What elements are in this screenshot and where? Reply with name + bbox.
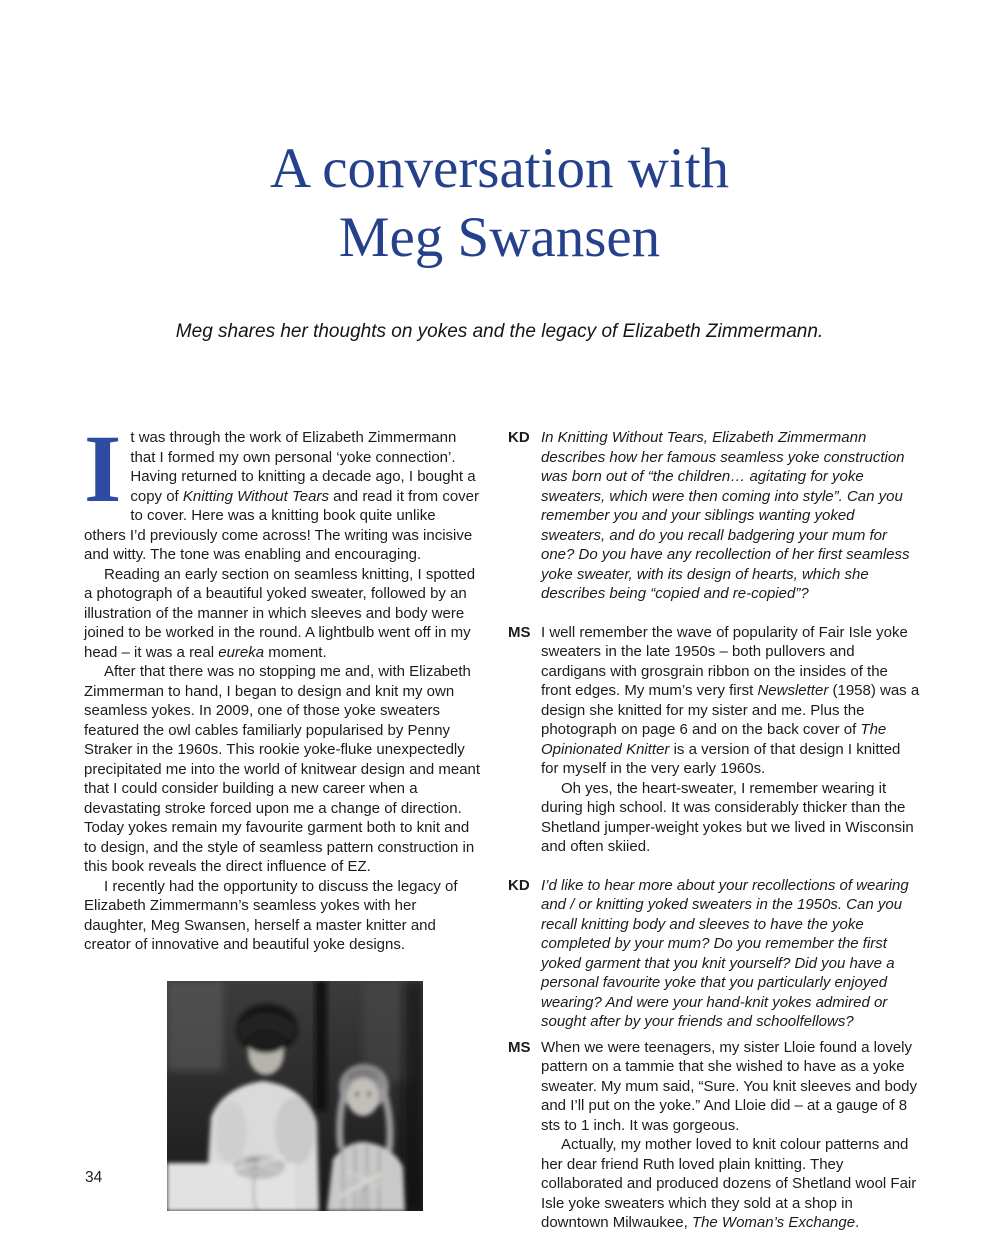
- qa-text: [541, 876, 921, 1032]
- text-segment: t was through the work of Elizabeth Zimmermann that I formed my own personal ‘yoke connection’. Having returned to knitting a decade ago, I bought a copy of: [130, 429, 476, 505]
- right-blocks: [508, 428, 921, 1233]
- qa-block: [508, 876, 921, 1032]
- paragraph: [84, 662, 481, 877]
- text-segment: The Opinionated Knitter: [541, 721, 887, 758]
- paragraph: [84, 415, 481, 565]
- paragraph: [541, 1135, 921, 1233]
- text-columns: [84, 415, 921, 1233]
- paragraph: [541, 779, 921, 857]
- text-segment: and read it from cover to cover. Here was a knitting book quite unlike others I’d previously come across! The writing was incisive and witty. The tone was enabling and encouraging.: [84, 487, 480, 563]
- text-segment: After that there was no stopping me and, with Elizabeth Zimmerman to hand, I began to design and knit my own seamless yokes. In 2009, one of those yoke sweaters featured the owl cables familiarly popularised by Penny Straker in the 1960s. This rookie yoke-fluke unexpectedly precipitated me into the world of knitwear design and meant that I could consider building a new career when a devastating stroke forced upon me a change of direction. Today yokes remain my favourite garment both to knit and to design, and the style of seamless pattern construction in this book reveals the direct influence of EZ.: [84, 663, 481, 875]
- qa-text: [541, 1038, 921, 1233]
- page-title-line-1: A conversation with: [269, 137, 730, 200]
- text-segment: I well remember the wave of popularity of Fair Isle yoke sweaters in the late 1950s – both pullovers and cardigans with grosgrain ribbon on the insides of the front edges. My mum’s very first: [541, 623, 908, 699]
- left-paragraphs: [84, 415, 481, 955]
- speaker-label: KD: [508, 876, 530, 894]
- left-column: [84, 415, 481, 1233]
- standfirst: Meg shares her thoughts on yokes and the legacy of Elizabeth Zimmermann.: [175, 321, 824, 342]
- paragraph: [84, 877, 481, 955]
- text-segment: I’d like to hear more about your recollections of wearing and / or knitting yoked sweaters in the 1950s. Can you recall knitting body and sleeves to have the yoke completed by your mum? Do you remember the first yoked garment that you knit yourself? Did you have a personal favourite yoke that you particularly enjoyed wearing? And were your hand-knit yokes admired or sought after by your friends and schoolfellows?: [541, 876, 909, 1030]
- qa-block: [508, 623, 921, 857]
- text-segment: eureka: [218, 643, 265, 661]
- text-segment: moment.: [264, 643, 327, 661]
- paragraph: [84, 565, 481, 663]
- qa-block: [508, 1038, 921, 1233]
- text-segment: is a version of that design I knitted for myself in the very early 1960s.: [541, 740, 901, 777]
- text-segment: I recently had the opportunity to discuss the legacy of Elizabeth Zimmermann’s seamless yokes with her daughter, Meg Swansen, herself a master knitter and creator of innovative and beautiful yoke designs.: [84, 877, 458, 953]
- qa-text: [541, 623, 921, 857]
- page-title: [0, 134, 999, 272]
- text-segment: Knitting Without Tears: [182, 487, 329, 505]
- text-segment: Actually, my mother loved to knit colour patterns and her dear friend Ruth loved plain knitting. They collaborated and produced dozens of Shetland wool Fair Isle yoke sweaters which they sold at a shop in downtown Milwaukee,: [541, 1136, 917, 1231]
- speaker-label: MS: [508, 623, 531, 641]
- text-segment: When we were teenagers, my sister Lloie found a lovely pattern on a tammie that she wished to have as a yoke sweater. My mum said, “Sure. You knit sleeves and body and I’ll put on the yoke.” And Lloie did – at a gauge of 8 sts to 1 inch. It was gorgeous.: [541, 1038, 918, 1134]
- qa-text: [541, 428, 921, 604]
- paragraph: [541, 1038, 921, 1136]
- drop-cap: I: [84, 415, 122, 522]
- speaker-label: MS: [508, 1038, 531, 1056]
- speaker-label: KD: [508, 429, 530, 446]
- paragraph: [541, 428, 921, 604]
- text-segment: Oh yes, the heart-sweater, I remember wearing it during high school. It was considerably thicker than the Shetland jumper-weight yokes but we lived in Wisconsin and often skiied.: [541, 779, 914, 855]
- text-segment: Newsletter: [757, 682, 829, 699]
- right-column: [508, 428, 921, 1233]
- bw-photo-woman-and-girl-knitting: [167, 981, 423, 1211]
- paragraph: [541, 623, 921, 779]
- paragraph: [541, 876, 921, 1032]
- page-title-line-2: Meg Swansen: [338, 206, 661, 269]
- text-segment: The Woman’s Exchange: [691, 1214, 856, 1231]
- photo-illustration: [167, 981, 423, 1211]
- text-segment: .: [855, 1214, 860, 1231]
- page-number: 34: [85, 1169, 103, 1186]
- text-segment: Reading an early section on seamless knitting, I spotted a photograph of a beautiful yoked sweater, followed by an illustration of the manner in which sleeves and body were joined to be worked in the round. A lightbulb went off in my head – it was a real: [84, 565, 476, 661]
- text-segment: In Knitting Without Tears, Elizabeth Zimmermann describes how her famous seamless yoke construction was born out of “the children… agitating for yoke sweaters, which were then coming into style”. Can you remember you and your siblings wanting yoked sweaters, and do you recall badgering your mum for one? Do you have any recollection of her first seamless yoke sweater, with its design of hearts, which she describes being “copied and re-copied”?: [541, 429, 910, 602]
- qa-block: [508, 428, 921, 604]
- text-segment: (1958) was a design she knitted for my sister and me. Plus the photograph on page 6 and on the back cover of: [541, 682, 920, 738]
